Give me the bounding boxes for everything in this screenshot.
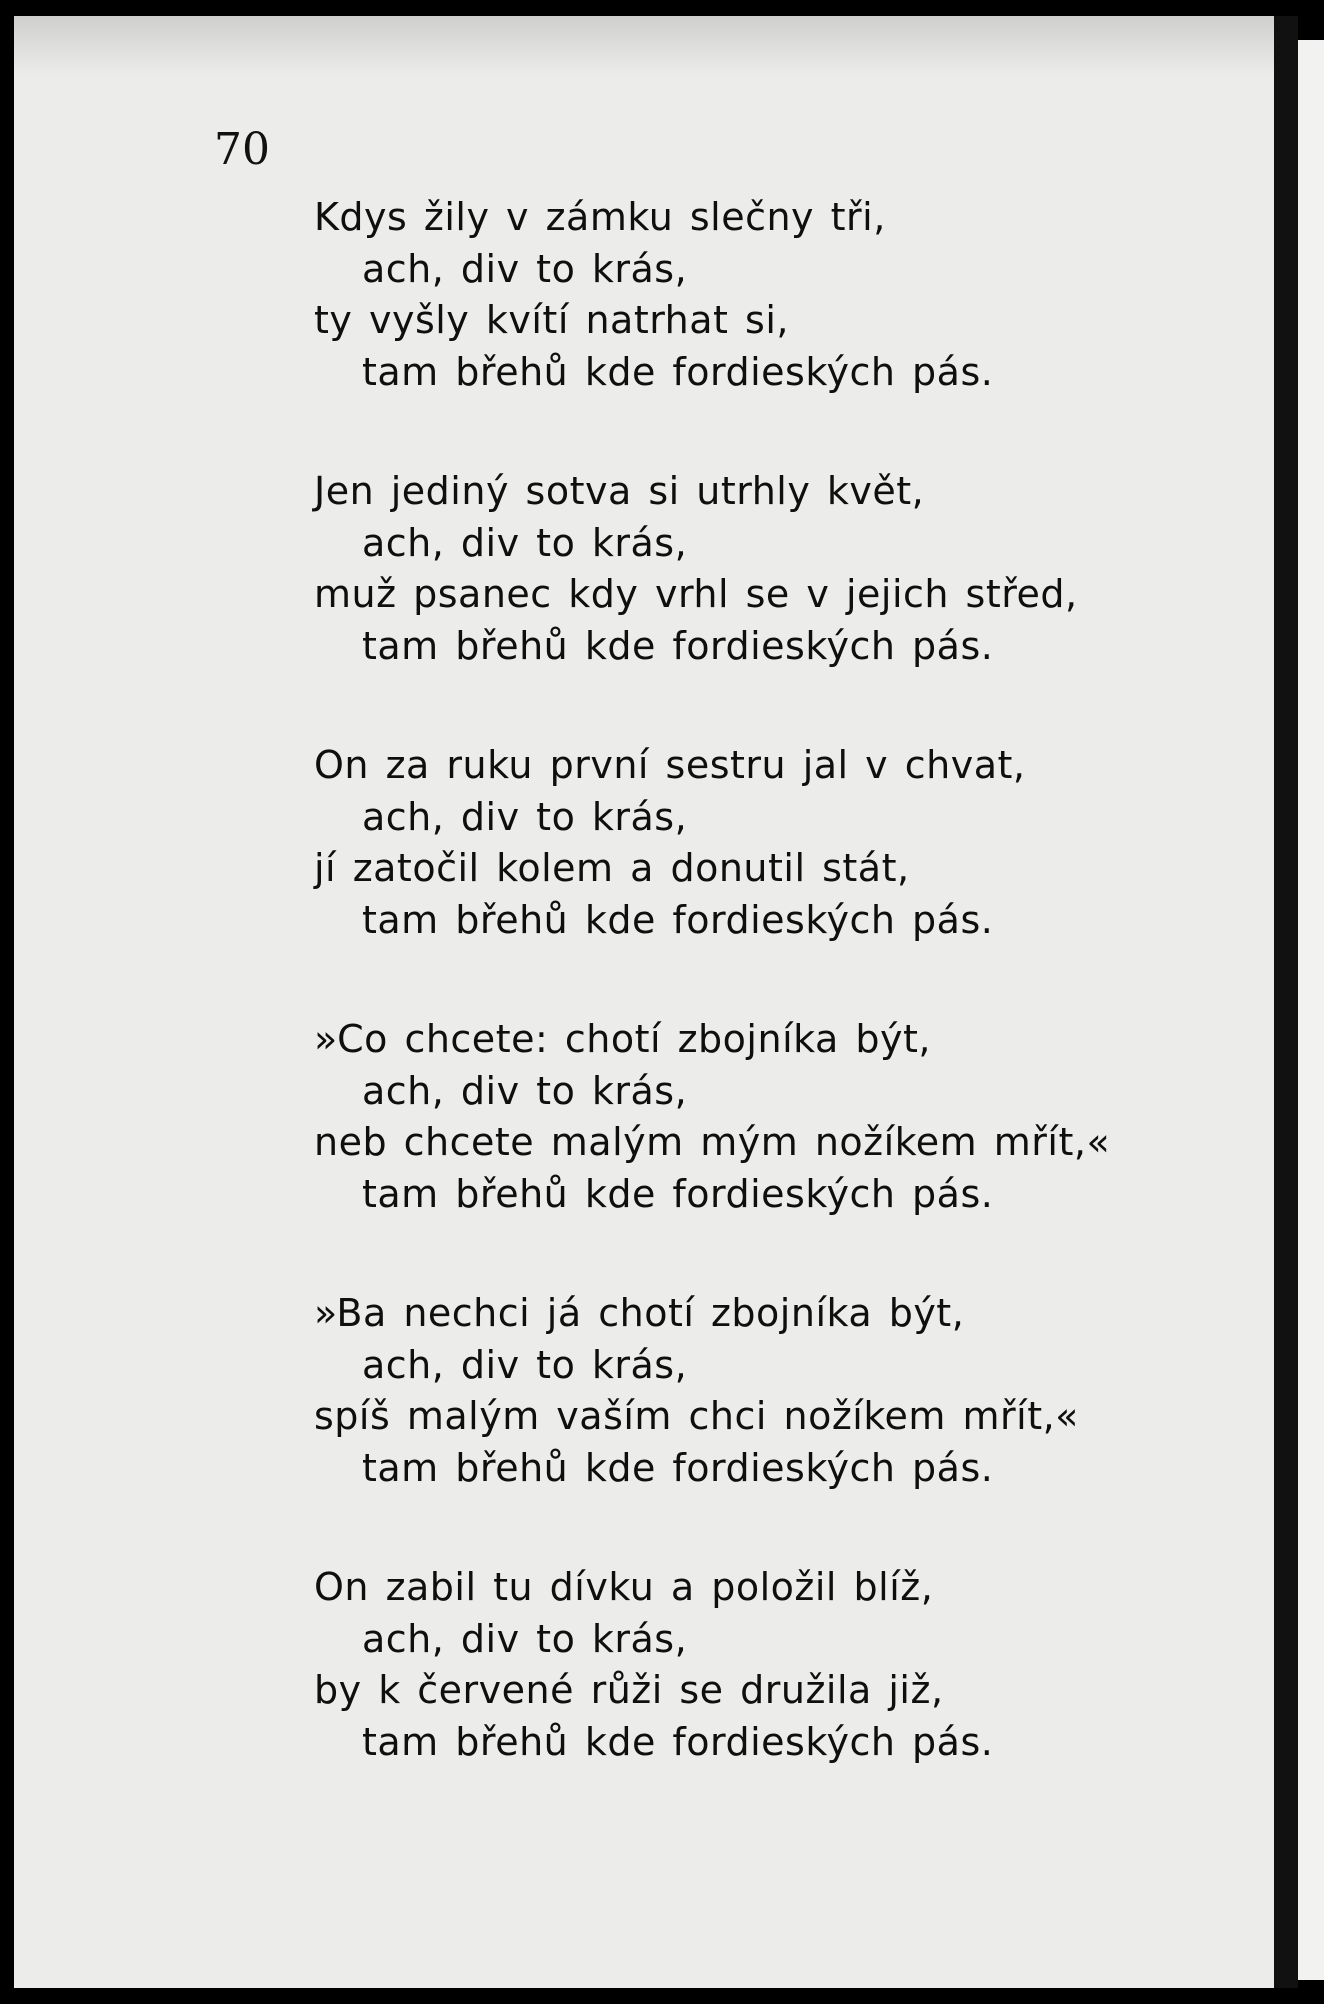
stanza-gap xyxy=(314,398,1110,466)
verse-line: On zabil tu dívku a položil blíž, xyxy=(314,1565,934,1609)
verse-line: jí zatočil kolem a donutil stát, xyxy=(314,846,910,890)
page-binding-shadow xyxy=(1274,16,1298,1988)
stanza-gap xyxy=(314,672,1110,740)
adjacent-page-edge xyxy=(1298,40,1324,1980)
refrain-line: tam břehů kde fordieských pás. xyxy=(362,1171,994,1216)
refrain-line: ach, div to krás, xyxy=(362,520,688,565)
refrain-line: ach, div to krás, xyxy=(362,1342,688,1387)
verse-line: ty vyšly kvítí natrhat si, xyxy=(314,298,789,342)
stanza xyxy=(314,1562,1110,1768)
refrain-line: tam břehů kde fordieských pás. xyxy=(362,349,994,394)
book-page xyxy=(14,16,1274,1988)
verse-line: muž psanec kdy vrhl se v jejich střed, xyxy=(314,572,1078,616)
verse-line: On za ruku první sestru jal v chvat, xyxy=(314,743,1026,787)
refrain-line: ach, div to krás, xyxy=(362,1616,688,1661)
verse-line: by k červené růži se družila již, xyxy=(314,1668,944,1712)
verse-line: neb chcete malým mým nožíkem mřít,« xyxy=(314,1120,1111,1164)
stanza-gap xyxy=(314,1494,1110,1562)
stanza xyxy=(314,192,1110,398)
stanza xyxy=(314,1288,1110,1494)
verse-line: Jen jediný sotva si utrhly květ, xyxy=(314,469,925,513)
verse-line: »Co chcete: chotí zbojníka být, xyxy=(314,1017,931,1061)
stanza xyxy=(314,466,1110,672)
verse-line: spíš malým vaším chci nožíkem mřít,« xyxy=(314,1394,1079,1438)
stanza xyxy=(314,740,1110,946)
stanza-gap xyxy=(314,1220,1110,1288)
stanza-gap xyxy=(314,946,1110,1014)
verse-line: Kdys žily v zámku slečny tři, xyxy=(314,195,886,239)
verse-line: »Ba nechci já chotí zbojníka být, xyxy=(314,1291,965,1335)
stanza xyxy=(314,1014,1110,1220)
refrain-line: tam břehů kde fordieských pás. xyxy=(362,623,994,668)
poem xyxy=(314,192,1110,1768)
refrain-line: ach, div to krás, xyxy=(362,246,688,291)
refrain-line: tam břehů kde fordieských pás. xyxy=(362,1445,994,1490)
refrain-line: ach, div to krás, xyxy=(362,1068,688,1113)
page-number: 70 xyxy=(214,124,270,175)
refrain-line: tam břehů kde fordieských pás. xyxy=(362,897,994,942)
refrain-line: ach, div to krás, xyxy=(362,794,688,839)
page-top-shadow xyxy=(14,16,1274,76)
refrain-line: tam břehů kde fordieských pás. xyxy=(362,1719,994,1764)
